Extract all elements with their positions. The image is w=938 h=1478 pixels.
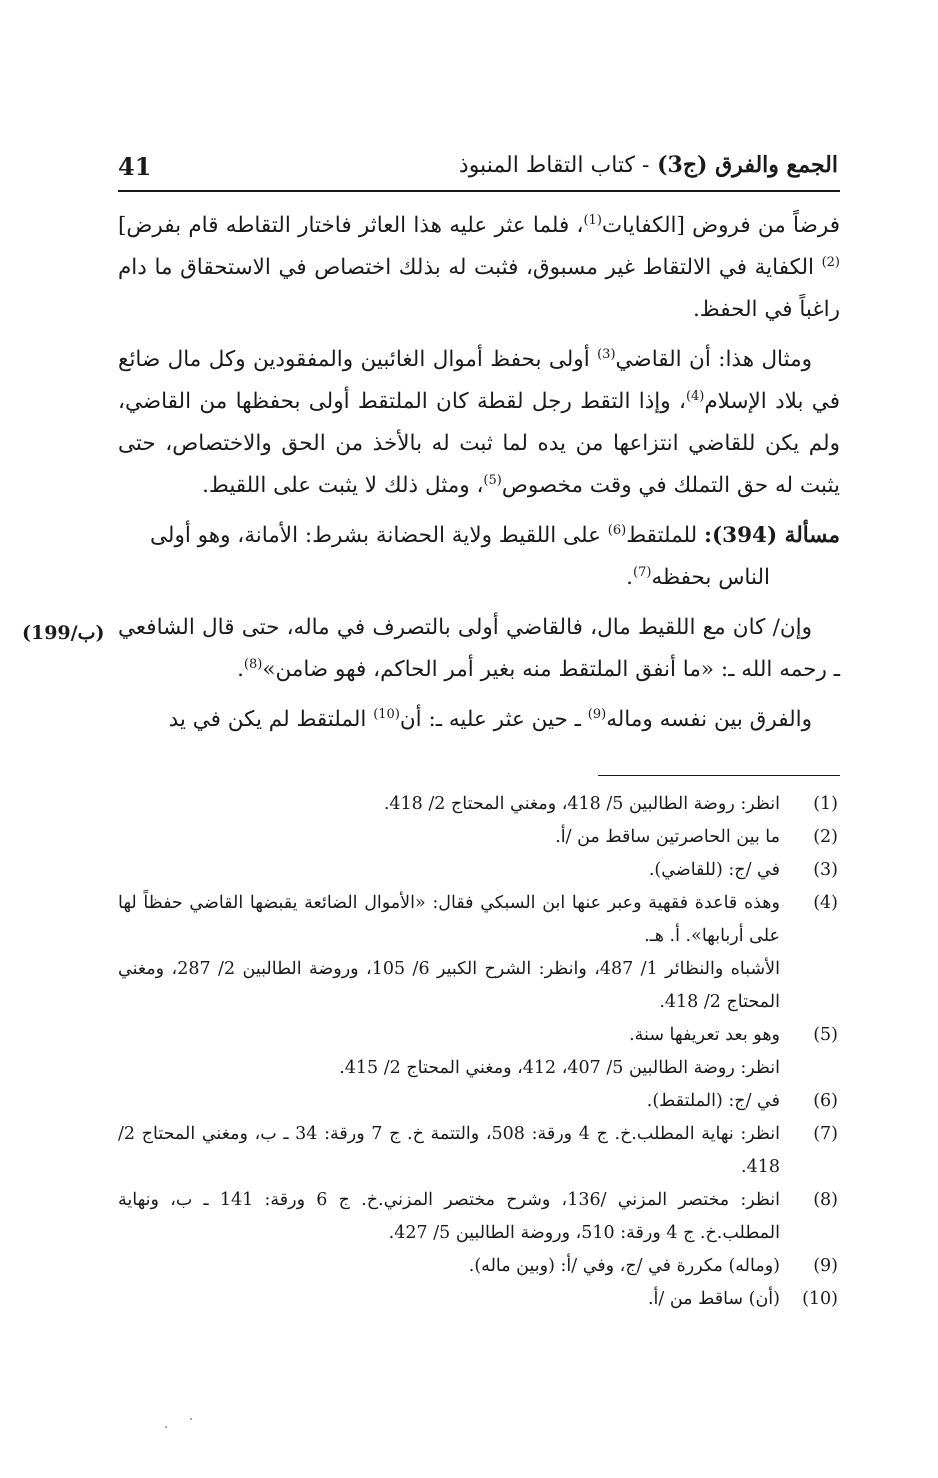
paragraph-3-issue [118,515,840,599]
footnote-text [118,887,780,1019]
text-run: . [626,565,634,590]
footnote-line: في /ج: (الملتقط). [646,1091,780,1111]
footnote-item [118,1184,840,1250]
footnote-line: انظر: روضة الطالبين 5/ 418، ومغني المحتاج 2/ 418. [383,794,780,814]
footnote-text [118,1184,780,1250]
text-run: فرضاً من فروض [الكفايات [601,213,840,238]
footnote-line: (وماله) مكررة في /ج، وفي /أ: (وبين ماله). [468,1256,780,1276]
footnote-number: (4) [813,893,838,913]
footnote-ref-1[interactable]: (1) [583,212,602,228]
header-title [459,152,838,178]
footnote-ref-3[interactable]: (3) [597,346,616,362]
manuscript-folio-note: (199/ب) [22,622,105,644]
footnote-item [118,1283,840,1316]
footnote-item [118,821,840,854]
footnote-number: (1) [813,794,838,814]
footnote-line: وهو بعد تعريفها سنة. [629,1025,780,1045]
footnote-number: (9) [813,1256,838,1276]
footnote-ref-5[interactable]: (5) [483,472,502,488]
text-run: على اللقيط ولاية الحضانة بشرط: الأمانة، وهو أولى [149,523,608,548]
text-run: أولى بحفظ أموال الغائبين والمفقودين وكل مال ضائع في بلاد الإسلام [118,347,840,414]
footnote-number: (10) [802,1289,838,1309]
footnote-ref-6[interactable]: (6) [607,522,627,538]
text-run: الناس بحفظه [651,565,770,590]
paragraph-4 [118,607,840,691]
footnotes-section [118,788,840,1316]
paragraph-2 [118,339,840,507]
scan-speck [190,1418,192,1420]
footnote-text [118,1085,780,1118]
paragraph-1 [118,205,840,331]
header-rule [118,190,840,192]
paragraph-5 [118,699,840,741]
footnote-line: انظر: نهاية المطلب.خ. ج 4 ورقة: 508، والتتمة خ. ج 7 ورقة: 34 ـ ب، ومغني المحتاج 2/ 418. [118,1124,781,1177]
footnote-item [118,1085,840,1118]
footnote-ref-4[interactable]: (4) [685,388,705,404]
footnote-line: في /ج: (للقاضي). [648,860,780,880]
scan-speck [165,1426,167,1428]
footnote-line: ما بين الحاصرتين ساقط من /أ. [555,827,780,847]
footnote-item [118,887,840,1019]
footnote-item [118,1019,840,1085]
footnote-item [118,788,840,821]
footnote-ref-2[interactable]: (2) [821,254,840,270]
footnote-ref-7[interactable]: (7) [633,564,652,580]
footnote-line: وهذه قاعدة فقهية وعبر عنها ابن السبكي فقال: «الأموال الضائعة يقبضها القاضي حفظاً لها على أربابها». أ. هـ. [118,893,780,946]
text-run: . [237,657,244,682]
footnote-text [118,854,780,887]
footnote-number: (2) [813,827,838,847]
text-run: ـ حين عثر عليه ـ: أن [399,707,588,732]
footnote-line: (أن) ساقط من /أ. [647,1289,780,1309]
text-run: وإن/ كان مع اللقيط مال، فالقاضي أولى بالتصرف في ماله، حتى قال الشافعي ـ رحمه الله ـ: «ما أنفق الملتقط منه بغير أمر الحاكم، فهو ضامن» [118,615,840,682]
footnote-line: الأشباه والنظائر 1/ 487، وانظر: الشرح الكبير 6/ 105، وروضة الطالبين 2/ 287، ومغني المحتاج 2/ 418. [118,959,780,1012]
footnote-number: (8) [813,1190,838,1210]
footnote-number: (3) [813,860,838,880]
footnote-line: انظر: مختصر المزني /136، وشرح مختصر المزني.خ. ج 6 ورقة: 141 ـ ب، ونهاية المطلب.خ. ج 4 ورقة: 510، وروضة الطالبين 5/ 427. [118,1190,781,1243]
footnote-item [118,854,840,887]
footnote-ref-8[interactable]: (8) [243,656,263,672]
footnote-text [118,1283,780,1316]
footnote-ref-10[interactable]: (10) [373,706,400,722]
footnote-text [118,1250,780,1283]
page-number: 41 [118,152,152,181]
text-run: الملتقط لم يكن في يد [168,707,374,732]
issue-continuation [118,557,840,599]
text-run: والفرق بين نفسه وماله [606,707,812,732]
footnote-number: (7) [813,1124,838,1144]
text-run: ، ومثل ذلك لا يثبت على اللقيط. [202,473,484,498]
footnote-line: انظر: روضة الطالبين 5/ 407، 412، ومغني المحتاج 2/ 415. [339,1058,780,1078]
footnote-text [118,821,780,854]
footnote-text [118,1019,780,1085]
text-run: للملتقط [626,523,705,548]
footnote-text [118,788,780,821]
footnote-ref-9[interactable]: (9) [587,706,607,722]
text-run: ، وإذا التقط رجل لقطة كان الملتقط أولى بحفظها من القاضي، ولم يكن للقاضي انتزاعها من يده لما ثبت له بالأخذ من الحق والاختصاص، حتى يثبت له حق التملك في وقت مخصوص [118,389,840,498]
text-run: ومثال هذا: أن القاضي [615,347,812,372]
footnote-separator [598,775,840,776]
footnote-number: (6) [813,1091,838,1111]
main-text [118,205,840,749]
issue-label: مسألة (394): [704,523,840,548]
text-run: الكفاية في الالتقاط غير مسبوق، فثبت له بذلك اختصاص في الاستحقاق ما دام راغباً في الحفظ. [118,255,840,322]
text-run: ، فلما عثر عليه هذا العاثر فاختار التقاطه قام بفرض] [118,213,584,238]
footnote-text [118,1118,780,1184]
footnote-number: (5) [813,1025,838,1045]
running-header [118,152,838,188]
footnote-item [118,1118,840,1184]
book-title: الجمع والفرق (ج3) [657,152,838,178]
chapter-title: - كتاب التقاط المنبوذ [458,153,650,178]
footnote-item [118,1250,840,1283]
